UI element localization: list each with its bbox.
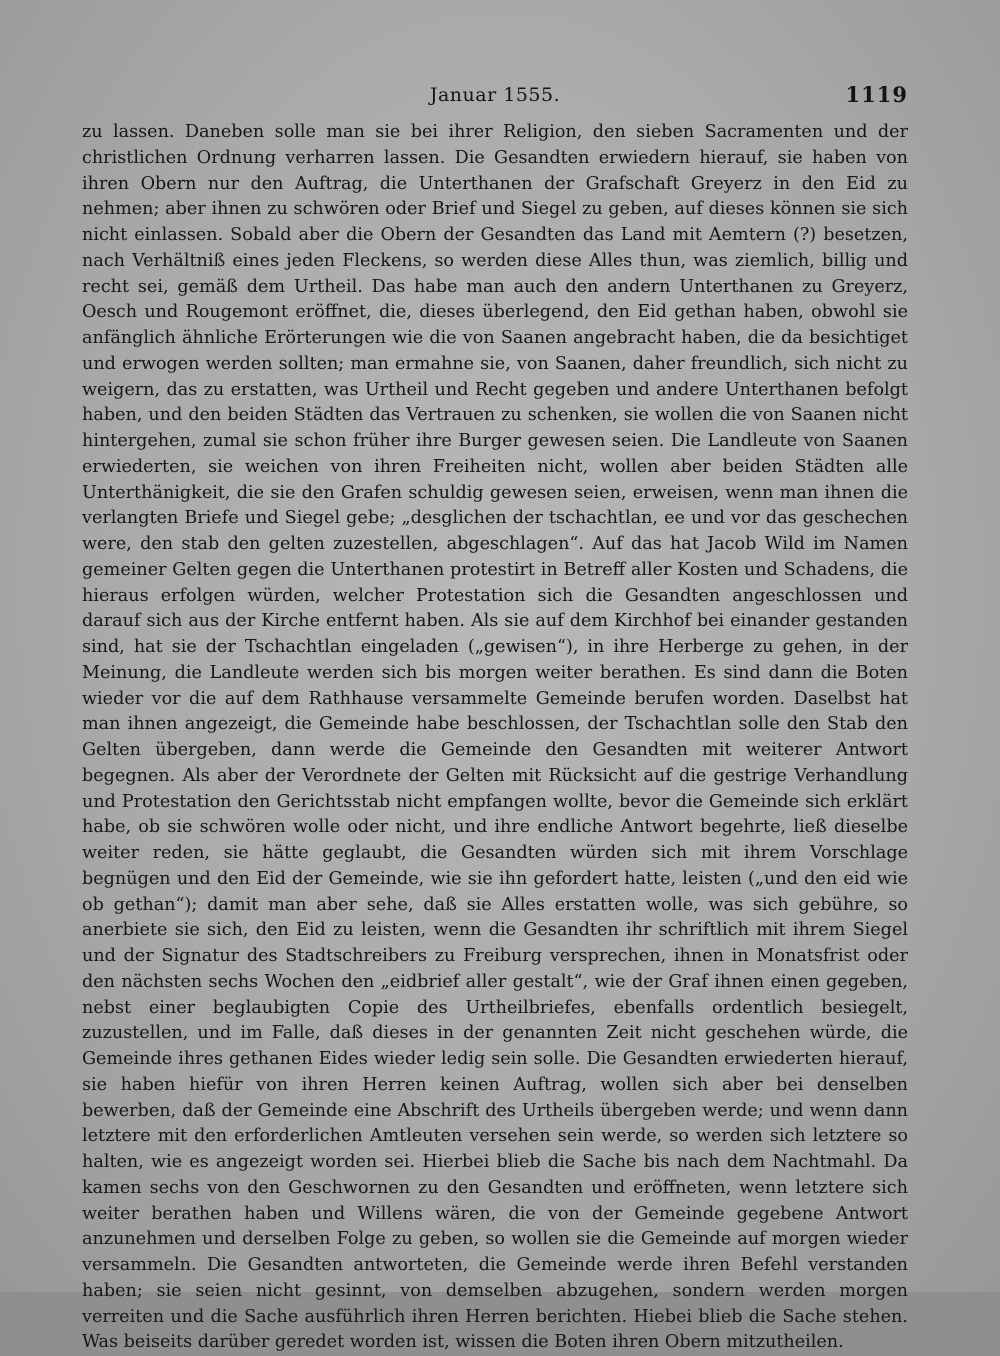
bleed-through-shadow <box>790 1135 950 1175</box>
running-title: Januar 1555. <box>429 84 561 106</box>
body-paragraph: zu lassen. Daneben solle man sie bei ihrer Religion, den sieben Sacramenten und der christlichen Ordnung verharren lassen. Die Gesandten erwiedern hierauf, sie haben von ihren Obern nur den Auftrag, die Unterthanen der Grafschaft Greyerz in den Eid zu nehmen; aber ihnen zu schwören oder Brief und Siegel zu geben, auf dieses können sie sich nicht einlassen. Sobald aber die Obern der Gesandten das Land mit Aemtern (?) besetzen, nach Verhältniß eines jeden Fleckens, so werden diese Alles thun, was ziemlich, billig und recht sei, gemäß dem Urtheil. Das habe man auch den andern Unterthanen zu Greyerz, Oesch und Rougemont eröffnet, die, dieses überlegend, den Eid gethan haben, obwohl sie anfänglich ähnliche Erörterungen wie die von Saanen angebracht haben, die da besichtiget und erwogen werden sollten; man ermahne sie, von Saanen, daher freundlich, sich nicht zu weigern, das zu erstatten, was Urtheil und Recht gegeben und andere Unterthanen befolgt haben, und den beiden Städten das Vertrauen zu schenken, sie wollen die von Saanen nicht hintergehen, zumal sie schon früher ihre Burger gewesen seien. Die Landleute von Saanen erwiederten, sie weichen von ihren Freiheiten nicht, wollen aber beiden Städten alle Unterthänigkeit, die sie den Grafen schuldig gewesen seien, erweisen, wenn man ihnen die verlangten Briefe und Siegel gebe; „desglichen der tschachtlan, ee und vor das geschechen were, den stab den gelten zuzestellen, abgeschlagen“. Auf das hat Jacob Wild im Namen gemeiner Gelten gegen die Unterthanen protestirt in Betreff aller Kosten und Schadens, die hieraus erfolgen würden, welcher Protestation sich die Gesandten angeschlossen und darauf sich aus der Kirche entfernt haben. Als sie auf dem Kirchhof bei einander gestanden sind, hat sie der Tschachtlan eingeladen („gewisen“), in ihre Herberge zu gehen, in der Meinung, die Landleute werden sich bis morgen weiter berathen. Es sind dann die Boten wieder vor die auf dem Rathhause versammelte Gemeinde berufen worden. Daselbst hat man ihnen angezeigt, die Gemeinde habe beschlossen, der Tschachtlan solle den Stab den Gelten übergeben, dann werde die Gemeinde den Gesandten mit weiterer Antwort begegnen. Als aber der Verordnete der Gelten mit Rücksicht auf die gestrige Verhandlung und Protestation den Gerichtsstab nicht empfangen wollte, bevor die Gemeinde sich erklärt habe, ob sie schwören wolle oder nicht, und ihre endliche Antwort begehrte, ließ dieselbe weiter reden, sie hätte geglaubt, die Gesandten würden sich mit ihrem Vorschlage begnügen und den Eid der Gemeinde, wie sie ihn gefordert hatte, leisten („und den eid wie ob gethan“); damit man aber sehe, daß sie Alles erstatten wolle, was sich gebühre, so anerbiete sie sich, den Eid zu leisten, wenn die Gesandten ihr schriftlich mit ihrem Siegel und der Signatur des Stadtschreibers zu Freiburg versprechen, ihnen in Monatsfrist oder den nächsten sechs Wochen den „eidbrief aller gestalt“, wie der Graf ihnen einen gegeben, nebst einer beglaubigten Copie des Urtheilbriefes, ebenfalls ordentlich besiegelt, zuzustellen, und im Falle, daß dieses in der genannten Zeit nicht geschehen würde, die Gemeinde ihres gethanen Eides wieder ledig sein solle. Die Gesandten erwiederten hierauf, sie haben hiefür von ihren Herren keinen Auftrag, wollen sich aber bei denselben bewerben, daß der Gemeinde eine Abschrift des Urtheils übergeben werde; und wenn dann letztere mit den erforderlichen Amtleuten versehen sein werde, so werden sich letztere so halten, wie es angezeigt worden sei. Hierbei blieb die Sache bis nach dem Nachtmahl. Da kamen sechs von den Geschwornen zu den Gesandten und eröffneten, wenn letztere sich weiter berathen haben und Willens wären, die von der Gemeinde gegebene Antwort anzunehmen und derselben Folge zu geben, so wollen sie die Gemeinde auf morgen wieder versammeln. Die Gesandten antworteten, die Gemeinde werde ihren Befehl verstanden haben; sie seien nicht gesinnt, von demselben abzugehen, sondern werden morgen verreiten und die Sache ausführlich ihren Herren berichten. Hiebei blieb die Sache stehen. Was beiseits darüber geredet worden ist, wissen die Boten ihren Obern mitzutheilen. <box>82 122 908 1353</box>
page-number: 1119 <box>845 82 908 107</box>
page-header <box>82 84 908 114</box>
